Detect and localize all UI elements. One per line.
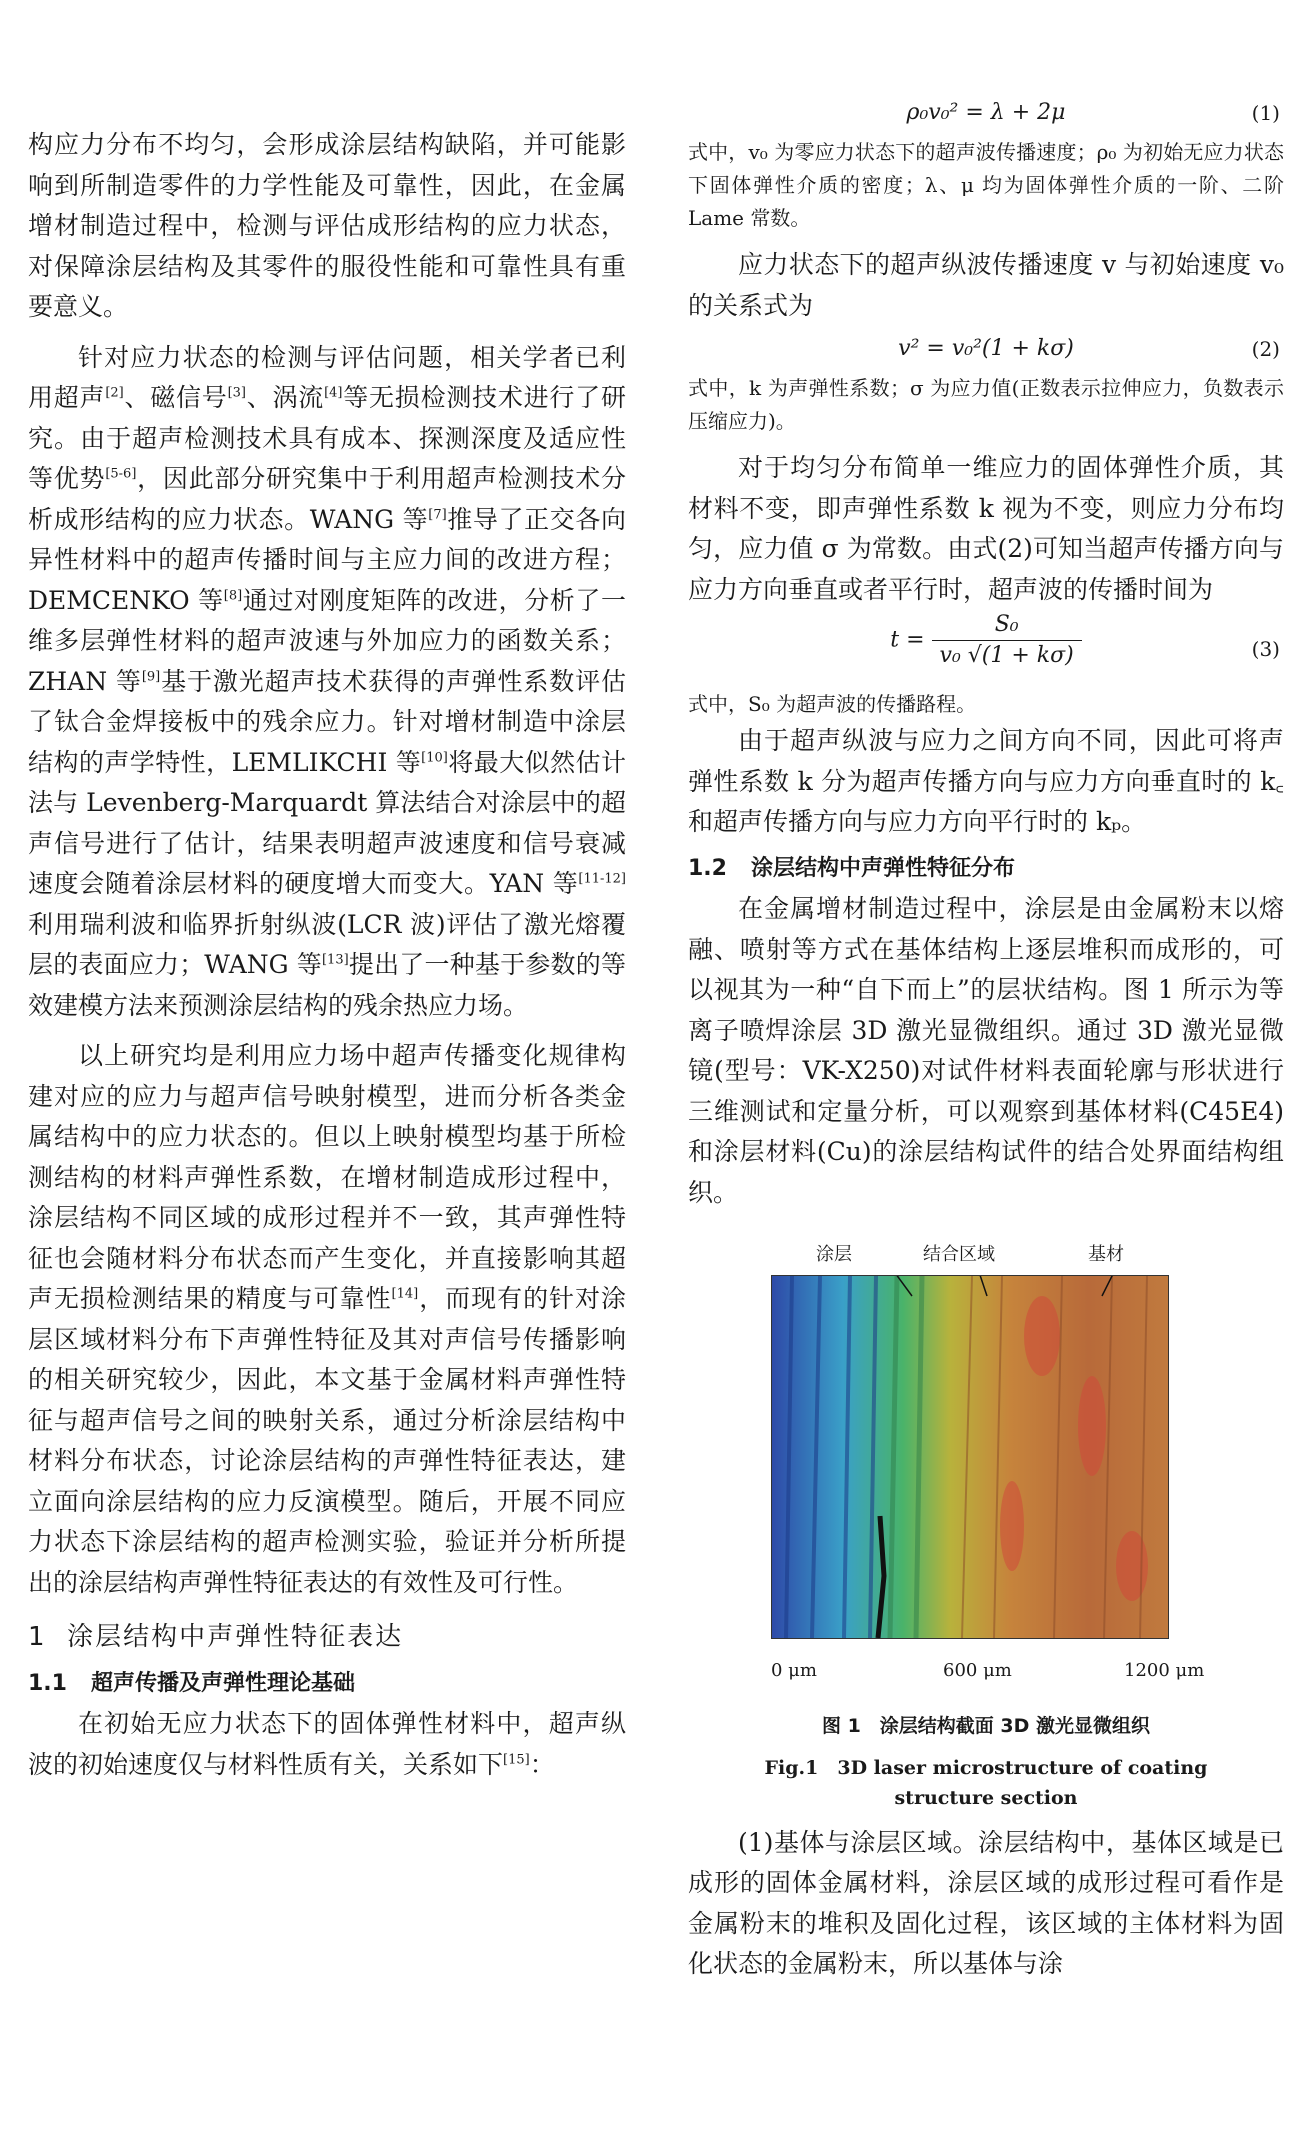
equation-1-number: (1) bbox=[1251, 101, 1280, 125]
figure-caption-en-line2: structure section bbox=[894, 1786, 1078, 1809]
paragraph-coating-structure: 在金属增材制造过程中，涂层是由金属粉末以熔融、喷射等方式在基体结构上逐层堆积而成形的，可以视其为一种“自下而上”的层状结构。图 1 所示为等离子喷焊涂层 3D 激光显微组织。通过 3D 激光显微镜(型号：VK-X250)对试件材料表面轮廓与形状进行三维测试和定量分析，可以观察到基体材料(C45E4)和涂层材料(Cu)的涂层结构试件的结合处界面结构组织。 bbox=[688, 894, 1284, 1207]
equation-3-numerator: S₀ bbox=[932, 610, 1082, 641]
citation[interactable]: [4] bbox=[324, 385, 343, 401]
citation[interactable]: [7] bbox=[428, 507, 447, 523]
right-column bbox=[688, 90, 1284, 1985]
citation[interactable]: [9] bbox=[141, 669, 161, 685]
citation[interactable]: [11-12] bbox=[578, 871, 626, 887]
microstructure-image bbox=[771, 1275, 1169, 1639]
paragraph-related-work: 针对应力状态的检测与评估问题，相关学者已利用超声[2]、磁信号[3]、涡流[4]等无损检测技术进行了研究。由于超声检测技术具有成本、探测深度及适应性等优势[5-6]，因此部分研究集中于利用超声检测技术分析成形结构的应力状态。WANG 等[7]推导了正交各向异性材料中的超声传播时间与主应力间的改进方程；DEMCENKO 等[8]通过对刚度矩阵的改进，分析了一维多层弹性材料的超声波速与外加应力的函数关系；ZHAN 等[9]基于激光超声技术获得的声弹性系数评估了钛合金焊接板中的残余应力。针对增材制造中涂层结构的声学特性，LEMLIKCHI 等[10]将最大似然估计法与 Levenberg-Marquardt 算法结合对涂层中的超声信号进行了估计，结果表明超声波速度和信号衰减速度会随着涂层材料的硬度增大而变大。YAN 等[11-12]利用瑞利波和临界折射纵波(LCR 波)评估了激光熔覆层的表面应力；WANG 等[13]提出了一种基于参数的等效建模方法来预测涂层结构的残余热应力场。 bbox=[28, 342, 626, 1020]
section-heading-1-2: 1.2 涂层结构中声弹性特征分布 bbox=[688, 855, 1015, 881]
paragraph-eq2-symbols: 式中，k 为声弹性系数；σ 为应力值(正数表示拉伸应力，负数表示压缩应力)。 bbox=[688, 376, 1284, 433]
citation[interactable]: [8] bbox=[223, 588, 243, 604]
equation-2 bbox=[688, 326, 1284, 372]
citation[interactable]: [15] bbox=[503, 1752, 530, 1768]
paragraph-eq3-symbols: 式中，S₀ 为超声波的传播路程。 bbox=[688, 692, 977, 716]
citation[interactable]: [14] bbox=[391, 1286, 419, 1302]
citation[interactable]: [2] bbox=[105, 385, 124, 401]
citation[interactable]: [13] bbox=[321, 952, 349, 968]
label-coating: 涂层 bbox=[816, 1244, 852, 1265]
scale-0: 0 μm bbox=[771, 1660, 817, 1681]
paragraph-stress-velocity: 应力状态下的超声纵波传播速度 v 与初始速度 v₀ 的关系式为 bbox=[688, 250, 1284, 320]
label-substrate: 基材 bbox=[1088, 1244, 1124, 1265]
section-heading-1: 1 涂层结构中声弹性特征表达 bbox=[28, 1622, 404, 1652]
paragraph-motivation: 以上研究均是利用应力场中超声传播变化规律构建对应的应力与超声信号映射模型，进而分析各类金属结构中的应力状态的。但以上映射模型均基于所检测结构的材料声弹性系数，在增材制造成形过程中，涂层结构不同区域的成形过程并不一致，其声弹性特征也会随材料分布状态而产生变化，并直接影响其超声无损检测结果的精度与可靠性[14]，而现有的针对涂层区域材料分布下声弹性特征及其对声信号传播影响的相关研究较少，因此，本文基于金属材料声弹性特征与超声信号之间的映射关系，通过分析涂层结构中材料分布状态，讨论涂层结构的声弹性特征表达，建立面向涂层结构的应力反演模型。随后，开展不同应力状态下涂层结构的超声检测实验，验证并分析所提出的涂层结构声弹性特征表达的有效性及可行性。 bbox=[28, 1041, 626, 1597]
scale-1200: 1200 μm bbox=[1124, 1660, 1205, 1681]
figure-caption-cn: 图 1 涂层结构截面 3D 激光显微组织 bbox=[821, 1715, 1151, 1737]
paragraph-direction: 由于超声纵波与应力之间方向不同，因此可将声弹性系数 k 分为超声传播方向与应力方向垂直时的 k꜀ 和超声传播方向与应力方向平行时的 kₚ。 bbox=[688, 726, 1284, 836]
figure-1 bbox=[688, 1231, 1284, 1706]
equation-3-number: (3) bbox=[1251, 637, 1280, 661]
paragraph-initial-velocity: 在初始无应力状态下的固体弹性材料中，超声纵波的初始速度仅与材料性质有关，关系如下[15]： bbox=[28, 1709, 626, 1779]
citation[interactable]: [5-6] bbox=[105, 466, 137, 482]
scale-600: 600 μm bbox=[943, 1660, 1012, 1681]
equation-2-number: (2) bbox=[1251, 337, 1280, 361]
equation-3-denominator: v₀ √(1 + kσ) bbox=[939, 643, 1074, 668]
paragraph-eq1-symbols: 式中，v₀ 为零应力状态下的超声波传播速度；ρ₀ 为初始无应力状态下固体弹性介质的密度；λ、μ 均为固体弹性介质的一阶、二阶 Lame 常数。 bbox=[688, 140, 1284, 230]
paragraph-substrate-coating: (1)基体与涂层区域。涂层结构中，基体区域是已成形的固体金属材料，涂层区域的成形过程可看作是金属粉末的堆积及固化过程，该区域的主体材料为固化状态的金属粉末，所以基体与涂 bbox=[688, 1827, 1284, 1978]
paragraph-uniform-stress: 对于均匀分布简单一维应力的固体弹性介质，其材料不变，即声弹性系数 k 视为不变，则应力分布均匀，应力值 σ 为常数。由式(2)可知当超声传播方向与应力方向垂直或者平行时，超声波的传播时间为 bbox=[688, 453, 1284, 604]
citation[interactable]: [10] bbox=[421, 750, 448, 766]
figure-caption-en-line1: Fig.1 3D laser microstructure of coating bbox=[764, 1756, 1208, 1779]
citation[interactable]: [3] bbox=[227, 385, 246, 401]
left-column bbox=[28, 125, 626, 1785]
label-bond-region: 结合区域 bbox=[923, 1244, 995, 1265]
equation-1 bbox=[688, 90, 1284, 136]
equation-1-body: ρ₀v₀² = λ + 2μ bbox=[906, 100, 1066, 125]
equation-3 bbox=[688, 610, 1284, 688]
paragraph-intro-end: 构应力分布不均匀，会形成涂层结构缺陷，并可能影响到所制造零件的力学性能及可靠性，因此，在金属增材制造过程中，检测与评估成形结构的应力状态，对保障涂层结构及其零件的服役性能和可靠性具有重要意义。 bbox=[28, 130, 626, 321]
equation-3-fraction bbox=[932, 610, 1082, 671]
section-heading-1-1: 1.1 超声传播及声弹性理论基础 bbox=[28, 1670, 355, 1696]
equation-3-lhs: t = bbox=[890, 627, 925, 653]
equation-2-body: v² = v₀²(1 + kσ) bbox=[898, 336, 1074, 361]
figure-labels bbox=[688, 1231, 1284, 1275]
